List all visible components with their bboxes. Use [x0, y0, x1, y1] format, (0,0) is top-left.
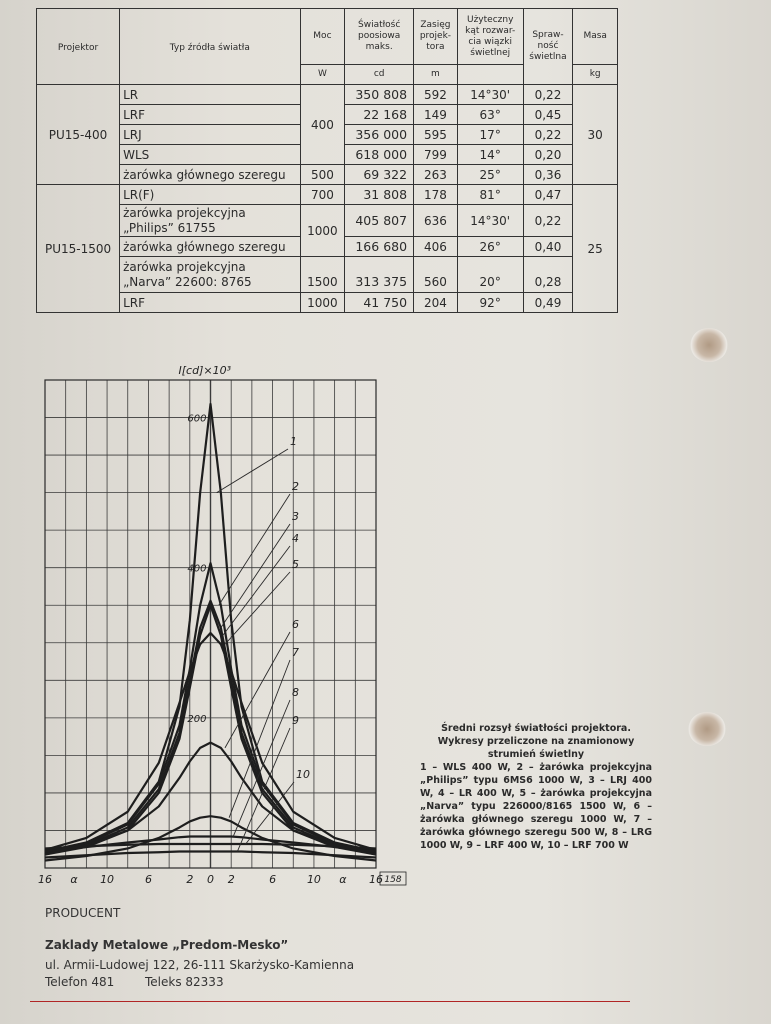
producer-telex: Teleks 82333 [145, 975, 224, 989]
unit-moc: W [300, 65, 345, 85]
series-label: 8 [292, 686, 299, 699]
cd-cell: 41 750 [345, 293, 414, 313]
m-cell: 204 [414, 293, 458, 313]
spraw-cell: 0,22 [523, 205, 573, 237]
x-tick-label: 10 [306, 873, 321, 886]
producer-heading: PRODUCENT [45, 906, 121, 920]
series-label: 5 [292, 558, 299, 571]
typ-cell: żarówka projekcyjna „Philips” 61755 [120, 205, 300, 237]
x-tick-label: 16 [369, 873, 383, 886]
kat-cell: 17° [457, 125, 523, 145]
kat-cell: 14°30' [457, 205, 523, 237]
leader-line [223, 546, 290, 635]
table-row [37, 85, 618, 105]
header-masa: Masa [573, 9, 618, 65]
x-tick-label: 16 [38, 873, 52, 886]
cd-cell: 166 680 [345, 237, 414, 257]
masa-cell: 30 [573, 85, 618, 185]
typ-cell: LR(F) [120, 185, 300, 205]
kat-cell: 63° [457, 105, 523, 125]
cd-cell: 313 375 [345, 257, 414, 293]
m-cell: 149 [414, 105, 458, 125]
light-distribution-chart [30, 360, 420, 890]
cd-cell: 350 808 [345, 85, 414, 105]
unit-kg: kg [573, 65, 618, 85]
x-tick-label: 2 [186, 873, 194, 886]
series-label: 2 [292, 480, 299, 493]
typ-cell: żarówka głównego szeregu [120, 165, 300, 185]
series-label: 3 [292, 510, 299, 523]
kat-cell: 14°30' [457, 85, 523, 105]
x-tick-label: 6 [144, 873, 152, 886]
typ-cell: żarówka projekcyjna „Narva” 22600: 8765 [120, 257, 300, 293]
kat-cell: 81° [457, 185, 523, 205]
projektor-cell: PU15-400 [37, 85, 120, 185]
kat-cell: 20° [457, 257, 523, 293]
spraw-cell: 0,20 [523, 145, 573, 165]
spraw-cell: 0,45 [523, 105, 573, 125]
m-cell: 560 [414, 257, 458, 293]
x-tick-label: 10 [100, 873, 115, 886]
caption-legend: 1 – WLS 400 W, 2 – żarówka projekcyjna „Philips” typu 6MS6 1000 W, 3 – LRJ 400 W, 4 – LR 400 W, 5 – żarówka projekcyjna „Narva” typu 226000/8165 1500 W, 6 – żarówka głównego szeregu 1000 W, 7 – żarówka głównego szeregu 500 W, 8 – LRG 1000 W, 9 – LRF 400 W, 10 – LRF 700 W [420, 762, 652, 851]
header-sprawnosc: Spraw- ność świetlna [523, 9, 573, 85]
cd-cell: 69 322 [345, 165, 414, 185]
spraw-cell: 0,49 [523, 293, 573, 313]
typ-cell: LRF [120, 293, 300, 313]
series-label: 1 [290, 435, 297, 448]
caption-title-3: strumień świetlny [487, 749, 585, 760]
cd-cell: 618 000 [345, 145, 414, 165]
spec-table [36, 8, 618, 313]
moc-cell: 400 [300, 85, 345, 165]
m-cell: 178 [414, 185, 458, 205]
table-row [37, 293, 618, 313]
masa-cell: 25 [573, 185, 618, 313]
leader-line [219, 494, 290, 605]
typ-cell: żarówka głównego szeregu [120, 237, 300, 257]
cd-cell: 31 808 [345, 185, 414, 205]
spraw-cell: 0,40 [523, 237, 573, 257]
y-tick-label: 400 [187, 563, 207, 575]
producer-phone: Telefon 481 [45, 975, 115, 989]
leader-line [217, 449, 288, 493]
series-label: 9 [292, 714, 299, 727]
cd-cell: 405 807 [345, 205, 414, 237]
spraw-cell: 0,28 [523, 257, 573, 293]
header-zasieg: Zasięg projek- tora [414, 9, 458, 65]
moc-cell: 1000 [300, 205, 345, 257]
series-label: 6 [292, 618, 299, 631]
moc-cell: 1500 [300, 257, 345, 293]
y-tick-label: 600 [187, 413, 207, 425]
unit-m: m [414, 65, 458, 85]
x-tick-label: α [70, 873, 78, 886]
chart-caption [420, 722, 652, 852]
table-row [37, 185, 618, 205]
typ-cell: LR [120, 85, 300, 105]
caption-title-1: Średni rozsył światłości projektora. [441, 723, 631, 734]
spraw-cell: 0,36 [523, 165, 573, 185]
m-cell: 799 [414, 145, 458, 165]
table-row [37, 165, 618, 185]
m-cell: 592 [414, 85, 458, 105]
x-tick-label: 6 [269, 873, 277, 886]
projektor-cell: PU15-1500 [37, 185, 120, 313]
y-tick-label: 200 [187, 713, 207, 725]
divider [30, 1001, 630, 1002]
typ-cell: LRF [120, 105, 300, 125]
header-typ: Typ źródła światła [120, 9, 300, 85]
moc-cell: 1000 [300, 293, 345, 313]
x-tick-label: 2 [227, 873, 235, 886]
moc-cell: 500 [300, 165, 345, 185]
figure-number: 158 [384, 875, 402, 885]
typ-cell: WLS [120, 145, 300, 165]
series-label: 7 [292, 646, 299, 659]
header-moc: Moc [300, 9, 345, 65]
header-kat: Użyteczny kąt rozwar- cia wiązki świetlnej [457, 9, 523, 65]
kat-cell: 25° [457, 165, 523, 185]
producer-name: Zaklady Metalowe „Predom-Mesko” [45, 938, 289, 952]
series-label: 10 [296, 768, 310, 781]
kat-cell: 26° [457, 237, 523, 257]
producer-address: ul. Armii-Ludowej 122, 26-111 Skarżysko-Kamienna [45, 958, 355, 972]
moc-cell: 700 [300, 185, 345, 205]
header-projektor: Projektor [37, 9, 120, 85]
chart-title: I[cd]×10³ [178, 364, 231, 377]
x-tick-label: 0 [207, 873, 214, 886]
punch-hole [690, 328, 728, 362]
m-cell: 636 [414, 205, 458, 237]
punch-hole [688, 712, 726, 746]
spraw-cell: 0,22 [523, 85, 573, 105]
series-label: 4 [292, 532, 299, 545]
typ-cell: LRJ [120, 125, 300, 145]
m-cell: 406 [414, 237, 458, 257]
table-row [37, 257, 618, 293]
cd-cell: 356 000 [345, 125, 414, 145]
m-cell: 595 [414, 125, 458, 145]
kat-cell: 92° [457, 293, 523, 313]
x-tick-label: α [339, 873, 347, 886]
spraw-cell: 0,22 [523, 125, 573, 145]
cd-cell: 22 168 [345, 105, 414, 125]
caption-title-2: Wykresy przeliczone na znamionowy [437, 736, 635, 747]
leader-line [225, 572, 290, 644]
spraw-cell: 0,47 [523, 185, 573, 205]
unit-cd: cd [345, 65, 414, 85]
unit-kat [457, 65, 523, 85]
m-cell: 263 [414, 165, 458, 185]
header-swiatlosc: Światłość poosiowa maks. [345, 9, 414, 65]
kat-cell: 14° [457, 145, 523, 165]
